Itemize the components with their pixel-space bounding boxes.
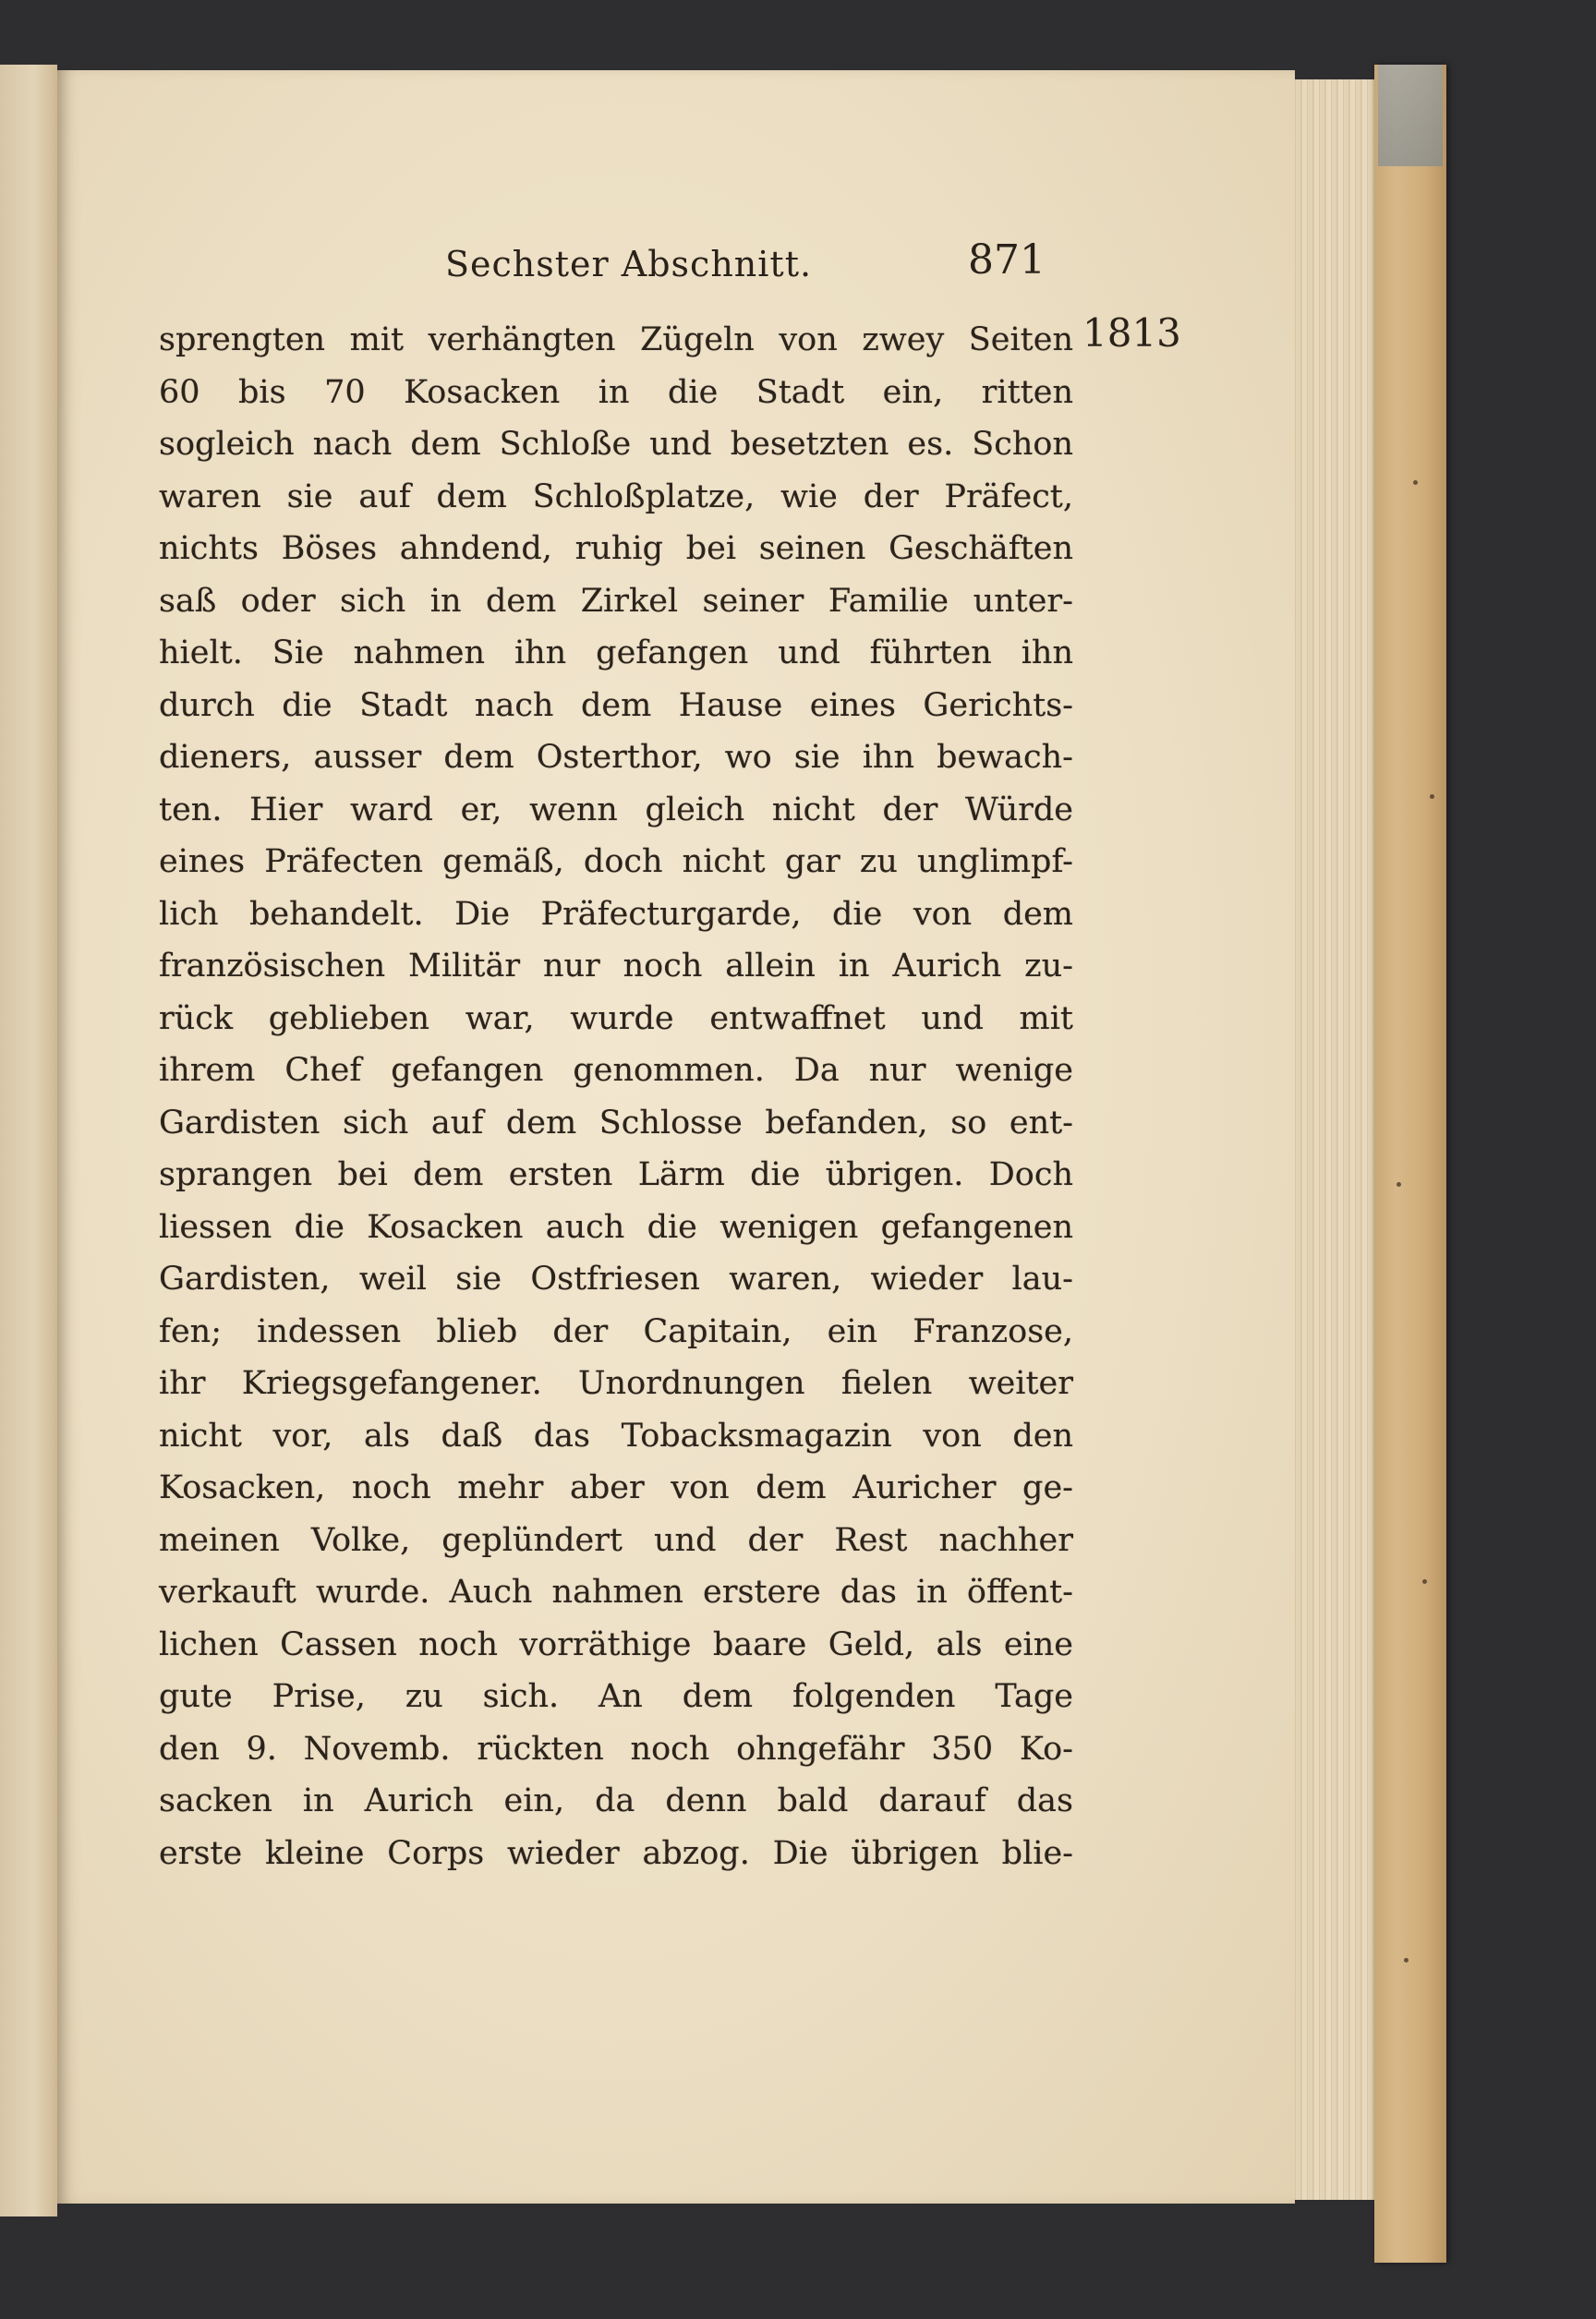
text-line: ihr Kriegsgefangener. Unordnungen fielen weiter (159, 1365, 1073, 1402)
text-line: dieners, ausser dem Osterthor, wo sie ihn bewach- (159, 739, 1073, 776)
text-line: erste kleine Corps wieder abzog. Die übrigen blie- (159, 1834, 1073, 1872)
text-line: Gardisten sich auf dem Schlosse befanden, so ent- (159, 1104, 1073, 1141)
left-page-edge (0, 65, 57, 2216)
text-line: den 9. Novemb. rückten noch ohngefähr 350 Ko- (159, 1730, 1073, 1768)
margin-year: 1813 (1082, 310, 1181, 356)
running-head (445, 236, 1055, 292)
text-line: ten. Hier ward er, wenn gleich nicht der Würde (159, 791, 1073, 828)
text-line: rück geblieben war, wurde entwaffnet und mit (159, 999, 1073, 1037)
text-line: Kosacken, noch mehr aber von dem Auricher ge- (159, 1469, 1073, 1506)
text-line: ihrem Chef gefangen genommen. Da nur wenige (159, 1052, 1073, 1089)
page-number: 871 (968, 236, 1046, 284)
book-page (57, 70, 1295, 2204)
text-line: lich behandelt. Die Präfecturgarde, die von dem (159, 895, 1073, 933)
text-line: verkauft wurde. Auch nahmen erstere das in öffent- (159, 1574, 1073, 1611)
text-line: meinen Volke, geplündert und der Rest nachher (159, 1521, 1073, 1559)
text-line: sogleich nach dem Schloße und besetzten es. Schon (159, 426, 1073, 463)
text-line: saß oder sich in dem Zirkel seiner Familie unter- (159, 582, 1073, 620)
foxing-spot (1404, 1958, 1409, 1963)
text-line: fen; indessen blieb der Capitain, ein Franzose, (159, 1312, 1073, 1350)
foxing-spot (1396, 1182, 1401, 1187)
text-line: sprengten mit verhängten Zügeln von zwey Seiten (159, 321, 1073, 358)
text-line: sacken in Aurich ein, da denn bald darauf das (159, 1782, 1073, 1819)
page-stack-edge (1284, 79, 1385, 2200)
text-line: französischen Militär nur noch allein in Aurich zu- (159, 948, 1073, 984)
cover-board (1374, 65, 1446, 2263)
cover-corner (1378, 65, 1443, 166)
text-line: Gardisten, weil sie Ostfriesen waren, wieder lau- (159, 1261, 1073, 1298)
text-line: hielt. Sie nahmen ihn gefangen und führten ihn (159, 634, 1073, 671)
text-line: sprangen bei dem ersten Lärm die übrigen. Doch (159, 1156, 1073, 1193)
foxing-spot (1422, 1579, 1427, 1584)
text-line: lichen Cassen noch vorräthige baare Geld, als eine (159, 1625, 1073, 1663)
running-title: Sechster Abschnitt. (445, 244, 813, 284)
foxing-spot (1413, 480, 1418, 485)
text-line: nicht vor, als daß das Tobacksmagazin von den (159, 1417, 1073, 1455)
text-line: eines Präfecten gemäß, doch nicht gar zu unglimpf- (159, 843, 1073, 880)
body-text (159, 314, 1073, 1879)
foxing-spot (1430, 794, 1434, 799)
text-line: gute Prise, zu sich. An dem folgenden Tage (159, 1678, 1073, 1715)
text-line: nichts Böses ahndend, ruhig bei seinen Geschäften (159, 530, 1073, 567)
text-line: 60 bis 70 Kosacken in die Stadt ein, ritten (159, 373, 1073, 411)
text-line: liessen die Kosacken auch die wenigen gefangenen (159, 1208, 1073, 1246)
text-line: durch die Stadt nach dem Hause eines Gerichts- (159, 686, 1073, 724)
text-line: waren sie auf dem Schloßplatze, wie der Präfect, (159, 477, 1073, 515)
